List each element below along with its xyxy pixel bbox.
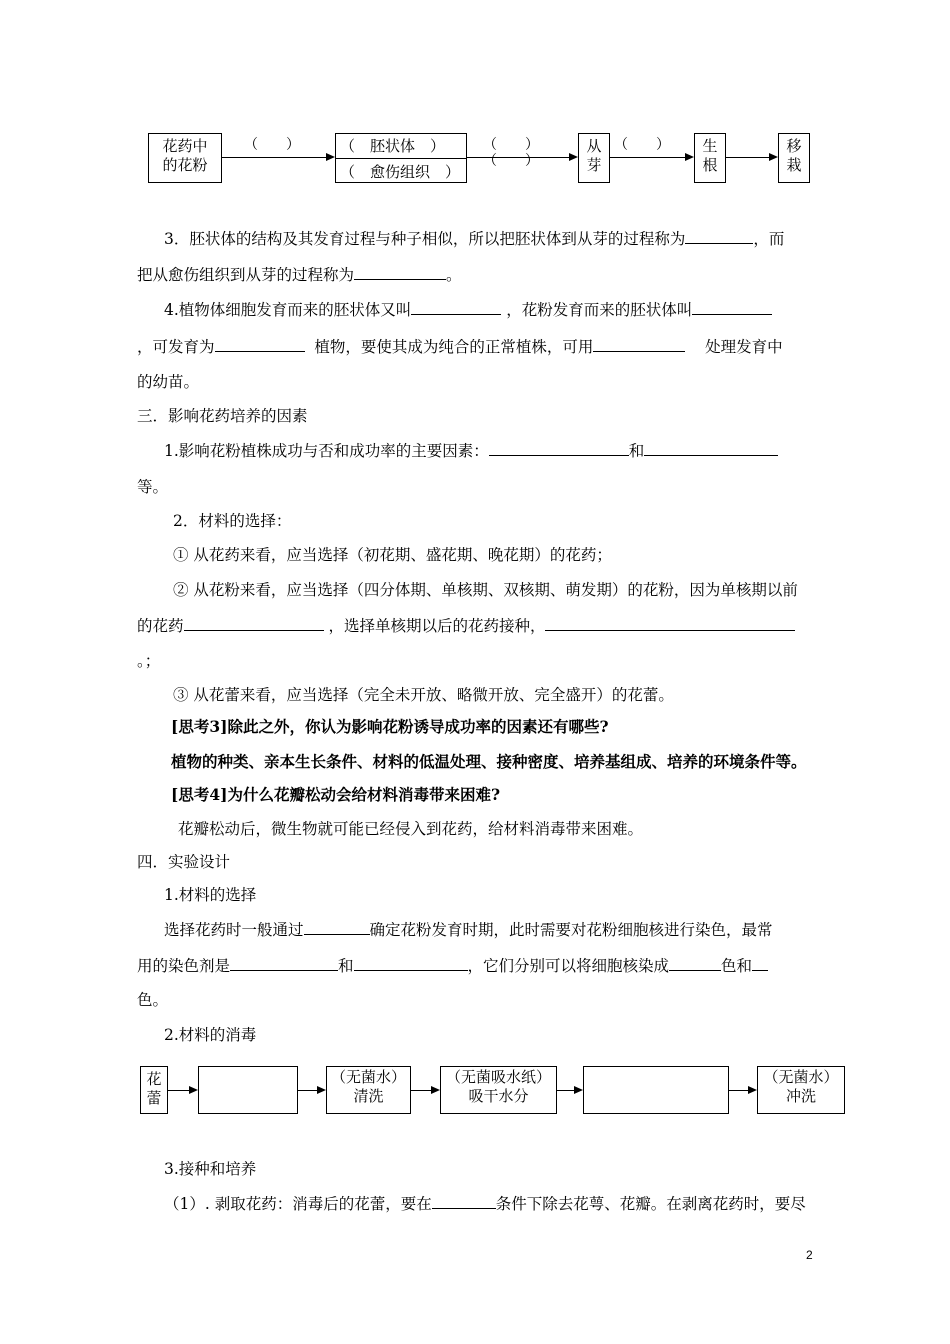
flow2-arrowhead-1	[189, 1086, 198, 1094]
think-3-answer: 植物的种类、亲本生长条件、材料的低温处理、接种密度、培养基组成、培养的环境条件等。	[171, 752, 807, 771]
section-4-s3-line1	[164, 1192, 806, 1215]
flow2-arrow-5	[729, 1090, 749, 1091]
flow2-arrow-2	[298, 1090, 318, 1091]
section-4-s1-line1	[164, 918, 773, 941]
flow-arrowhead-3	[685, 153, 694, 161]
s41-text-b: 确定花粉发育时期，此时需要对花粉细胞核进行染色，最常	[369, 921, 773, 939]
section-4-s1: 1.材料的选择	[164, 886, 257, 904]
flow-arrow-4	[726, 157, 770, 158]
flow2-box-dry-label: （无菌吸水纸） 吸干水分	[445, 1068, 551, 1105]
blank-field	[752, 954, 768, 971]
think-4-answer: 花瓣松动后，微生物就可能已经侵入到花药，给材料消毒带来困难。	[178, 820, 644, 838]
flow-box-transplant-label: 移 栽	[786, 137, 802, 174]
paragraph-4-line3: 的幼苗。	[137, 373, 200, 391]
blank-field	[545, 614, 795, 631]
paragraph-4-line2	[137, 335, 783, 358]
flow2-box-rinse-label: （无菌水） 清洗	[330, 1068, 406, 1105]
flow-arrow-2	[467, 157, 570, 158]
s41-text-a: 选择花药时一般通过	[164, 921, 304, 939]
flow2-box-bud-label: 花 蕾	[146, 1070, 162, 1107]
blank-field	[685, 227, 753, 244]
item2-text-b: 的花药	[137, 617, 184, 635]
section-4-s1-line2	[137, 954, 768, 977]
flow2-arrow-4	[557, 1090, 575, 1091]
s3p1-text-b: 和	[628, 442, 645, 460]
p4-text-b: ，花粉发育而来的胚状体叫	[506, 301, 693, 319]
section-3-item1: ① 从花药来看，应当选择（初花期、盛花期、晚花期）的花药；	[173, 546, 612, 564]
blank-field	[184, 614, 324, 631]
blank-field	[215, 335, 305, 352]
s43-text-b: 条件下除去花萼、花瓣。在剥离花药时，要尽	[495, 1195, 806, 1213]
flow-box-shoot-label: 从 芽	[586, 137, 602, 174]
flow-box-embryoid-top: （ 胚状体 ）	[340, 137, 446, 155]
blank-field	[692, 298, 772, 315]
section-3-item2-line2	[137, 614, 795, 637]
flow-blank-3: （ ）	[483, 153, 539, 169]
flow2-arrowhead-2	[317, 1086, 326, 1094]
paragraph-4-line1	[164, 298, 772, 321]
section-3-p1-line1	[164, 439, 778, 462]
flow-blank-4: （ ）	[614, 137, 670, 153]
p4-text-d: 植物，要使其成为纯合的正常植株，可用	[314, 338, 594, 356]
blank-field	[354, 263, 446, 280]
blank-field	[230, 954, 338, 971]
flow2-arrowhead-3	[431, 1086, 440, 1094]
flow-box-embryoid-bottom: （ 愈伤组织 ）	[340, 163, 461, 181]
blank-field	[644, 439, 778, 456]
flow-blank-2: （ ）	[483, 137, 539, 153]
section-3-item3: ③ 从花蕾来看，应当选择（完全未开放、略微开放、完全盛开）的花蕾。	[173, 686, 674, 704]
s41-text-f: 色和	[721, 957, 753, 975]
section-3-item2-line3: 。；	[137, 652, 161, 670]
flow-arrowhead-2	[569, 153, 578, 161]
paragraph-3-line2	[137, 263, 462, 286]
p3-text-c: 把从愈伤组织到从芽的过程称为	[137, 266, 355, 284]
paragraph-3-line1	[164, 227, 784, 250]
section-4-s2: 2.材料的消毒	[164, 1026, 257, 1044]
section-4-s3: 3.接种和培养	[164, 1160, 257, 1178]
p4-text-c: ，可发育为	[137, 338, 215, 356]
p4-text-e: 处理发育中	[705, 338, 783, 356]
flow2-arrowhead-5	[748, 1086, 757, 1094]
flow-arrowhead-1	[326, 153, 335, 161]
blank-field	[304, 918, 370, 935]
blank-field	[432, 1192, 496, 1209]
page-number: 2	[806, 1248, 813, 1262]
section-4-s1-line3: 色。	[137, 991, 169, 1009]
blank-field	[489, 439, 629, 456]
flow2-box-blank-1	[198, 1066, 298, 1114]
flow-arrow-3	[610, 157, 686, 158]
p3-text-d: 。	[446, 266, 462, 284]
s41-text-d: 和	[338, 957, 354, 975]
flow-arrow-1	[222, 157, 327, 158]
think-3-question: [思考3]除此之外，你认为影响花粉诱导成功率的因素还有哪些?	[171, 717, 609, 736]
flow-blank-1: （ ）	[244, 137, 300, 153]
section-3-heading: 三．影响花药培养的因素	[137, 407, 308, 425]
p3-text-b: ，而	[753, 230, 785, 248]
blank-field	[354, 954, 468, 971]
flow-box-pollen-label: 花药中 的花粉	[162, 137, 208, 174]
p4-text-a: 4.植物体细胞发育而来的胚状体又叫	[164, 301, 412, 319]
s41-text-c: 用的染色剂是	[137, 957, 231, 975]
think-4-question: [思考4]为什么花瓣松动会给材料消毒带来困难?	[171, 785, 501, 804]
flow2-arrowhead-4	[574, 1086, 583, 1094]
p3-text-a: 3．胚状体的结构及其发育过程与种子相似，所以把胚状体到从芽的过程称为	[164, 230, 686, 248]
section-3-p1-line2: 等。	[137, 478, 169, 496]
s43-text-a: （1）. 剥取花药：消毒后的花蕾，要在	[164, 1195, 432, 1213]
blank-field	[669, 954, 721, 971]
item2-text-c: ，选择单核期以后的花药接种，	[328, 617, 546, 635]
flow2-arrow-3	[411, 1090, 432, 1091]
s3p1-text-a: 1.影响花粉植株成功与否和成功率的主要因素：	[164, 442, 489, 460]
blank-field	[593, 335, 685, 352]
flow-box-root-label: 生 根	[702, 137, 718, 174]
s41-text-e: ，它们分别可以将细胞核染成	[467, 957, 670, 975]
flow2-box-blank-2	[583, 1066, 729, 1114]
blank-field	[411, 298, 501, 315]
section-4-heading: 四．实验设计	[137, 853, 231, 871]
section-3-p2: 2．材料的选择：	[173, 512, 292, 530]
flow2-box-flush-label: （无菌水） 冲洗	[763, 1068, 839, 1105]
section-3-item2-line1: ② 从花粉来看，应当选择（四分体期、单核期、双核期、萌发期）的花粉，因为单核期以前	[173, 581, 798, 599]
flow2-arrow-1	[168, 1090, 190, 1091]
flow-arrowhead-4	[769, 153, 778, 161]
flow-box-divider	[335, 158, 467, 159]
